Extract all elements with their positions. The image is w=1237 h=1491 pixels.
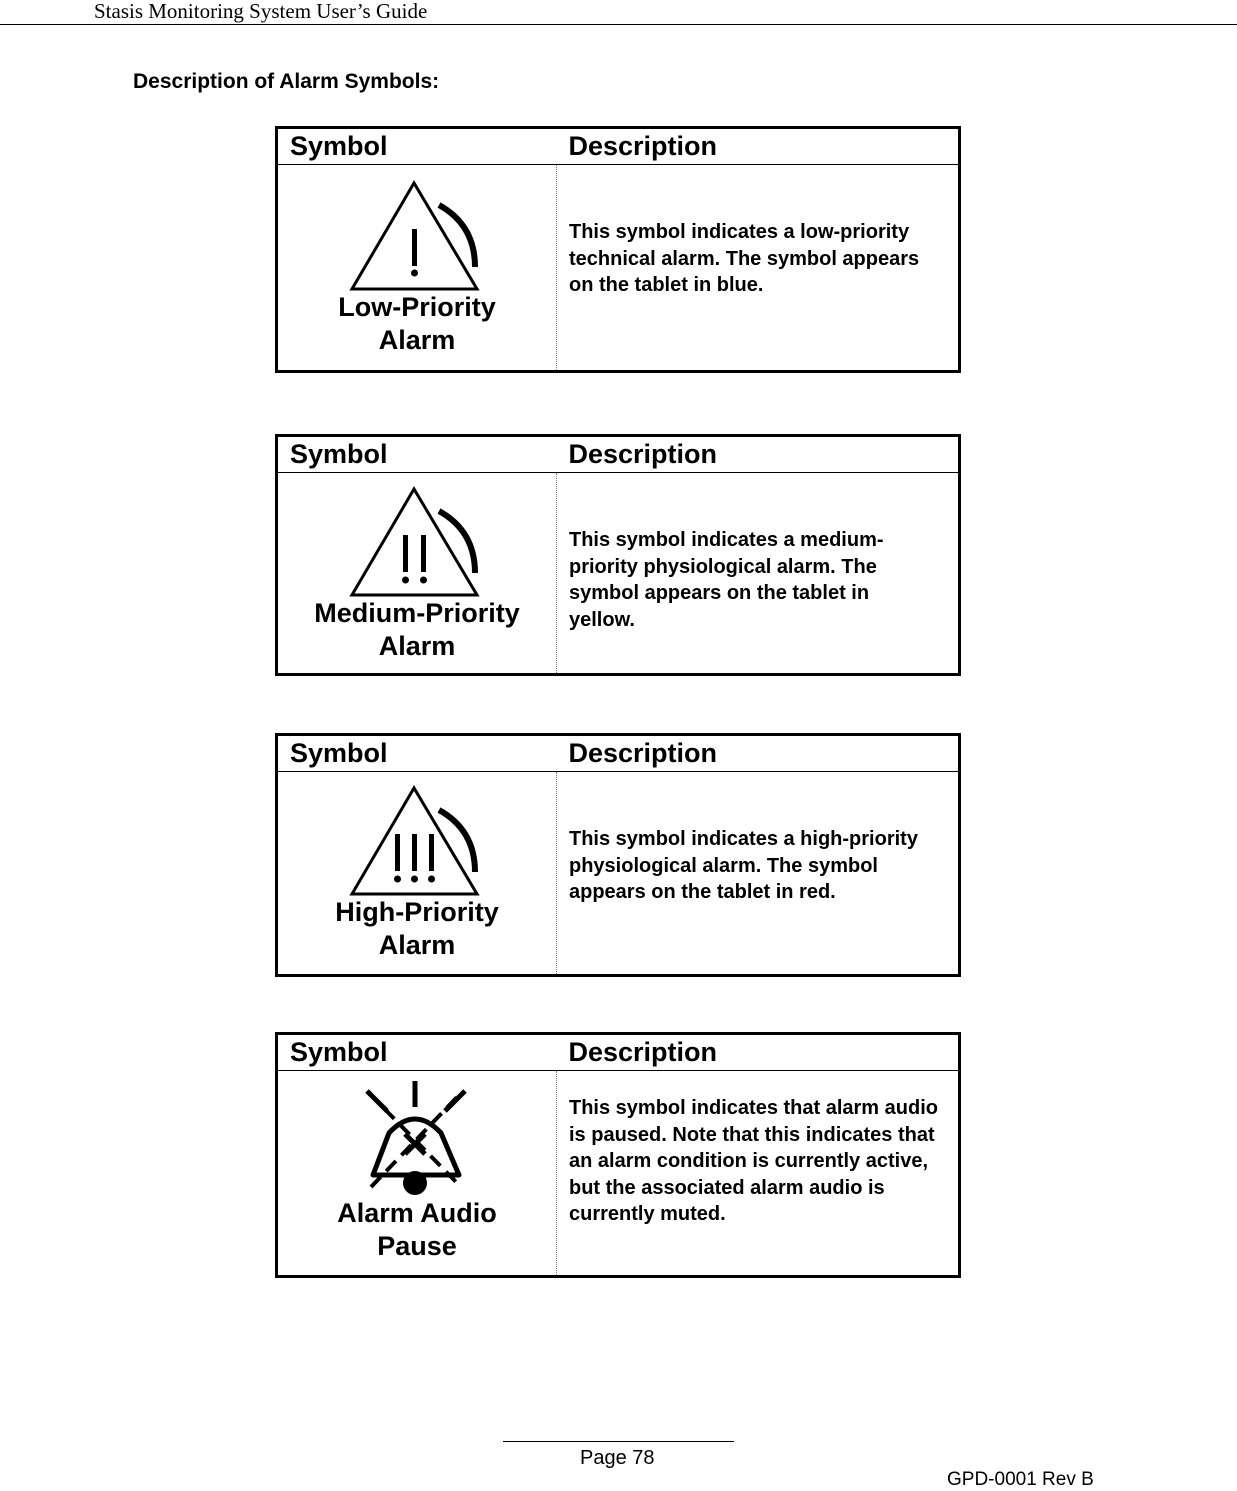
description-text: This symbol indicates that alarm audio is paused. Note that this indicates that an alarm condition is currently active, but the associated alarm audio is currently muted.: [569, 1097, 938, 1225]
column-header-description: Description: [557, 1034, 960, 1071]
document-id: GPD-0001 Rev B: [947, 1469, 1094, 1490]
high-priority-alarm-icon: [347, 784, 487, 896]
symbol-label-line1: Medium-Priority: [314, 598, 520, 628]
description-text: This symbol indicates a high-priority physiological alarm. The symbol appears on the tablet in red.: [569, 828, 918, 903]
column-header-symbol: Symbol: [277, 735, 557, 772]
description-cell: [557, 772, 960, 976]
symbol-label-line1: Alarm Audio: [337, 1198, 497, 1228]
symbol-label: [278, 291, 556, 357]
description-text: This symbol indicates a low-priority technical alarm. The symbol appears on the tablet in blue.: [569, 221, 920, 296]
symbol-table-high-priority: [275, 733, 961, 977]
symbol-table-medium-priority: [275, 434, 961, 676]
description-cell: [557, 165, 960, 372]
symbol-cell: [277, 165, 557, 372]
low-priority-alarm-icon: [347, 179, 487, 291]
description-cell: [557, 473, 960, 675]
description-text: This symbol indicates a medium-priority physiological alarm. The symbol appears on the tablet in yellow.: [569, 529, 884, 631]
section-heading: Description of Alarm Symbols:: [133, 70, 440, 93]
column-header-symbol: Symbol: [277, 128, 557, 165]
running-header: Stasis Monitoring System User’s Guide: [94, 0, 428, 23]
symbol-table-low-priority: [275, 126, 961, 373]
column-header-description: Description: [557, 436, 960, 473]
symbol-table-alarm-audio-pause: [275, 1032, 961, 1278]
description-cell: [557, 1071, 960, 1277]
symbol-label: [278, 1197, 556, 1263]
alarm-audio-pause-icon: [357, 1079, 477, 1197]
column-header-symbol: Symbol: [277, 436, 557, 473]
symbol-label-line2: Alarm: [378, 631, 456, 661]
header-rule: [0, 24, 1237, 25]
symbol-label-line2: Alarm: [378, 325, 456, 355]
symbol-label: [278, 896, 556, 962]
page-number: Page 78: [580, 1447, 655, 1469]
medium-priority-alarm-icon: [347, 485, 487, 597]
symbol-cell: [277, 473, 557, 675]
symbol-cell: [277, 1071, 557, 1277]
symbol-cell: [277, 772, 557, 976]
symbol-label-line1: Low-Priority: [338, 292, 496, 322]
symbol-label-line1: High-Priority: [335, 897, 499, 927]
symbol-label-line2: Alarm: [378, 930, 456, 960]
symbol-label: [278, 597, 556, 663]
symbol-label-line2: Pause: [377, 1231, 457, 1261]
footer-rule: [503, 1441, 734, 1442]
column-header-description: Description: [557, 735, 960, 772]
column-header-description: Description: [557, 128, 960, 165]
column-header-symbol: Symbol: [277, 1034, 557, 1071]
